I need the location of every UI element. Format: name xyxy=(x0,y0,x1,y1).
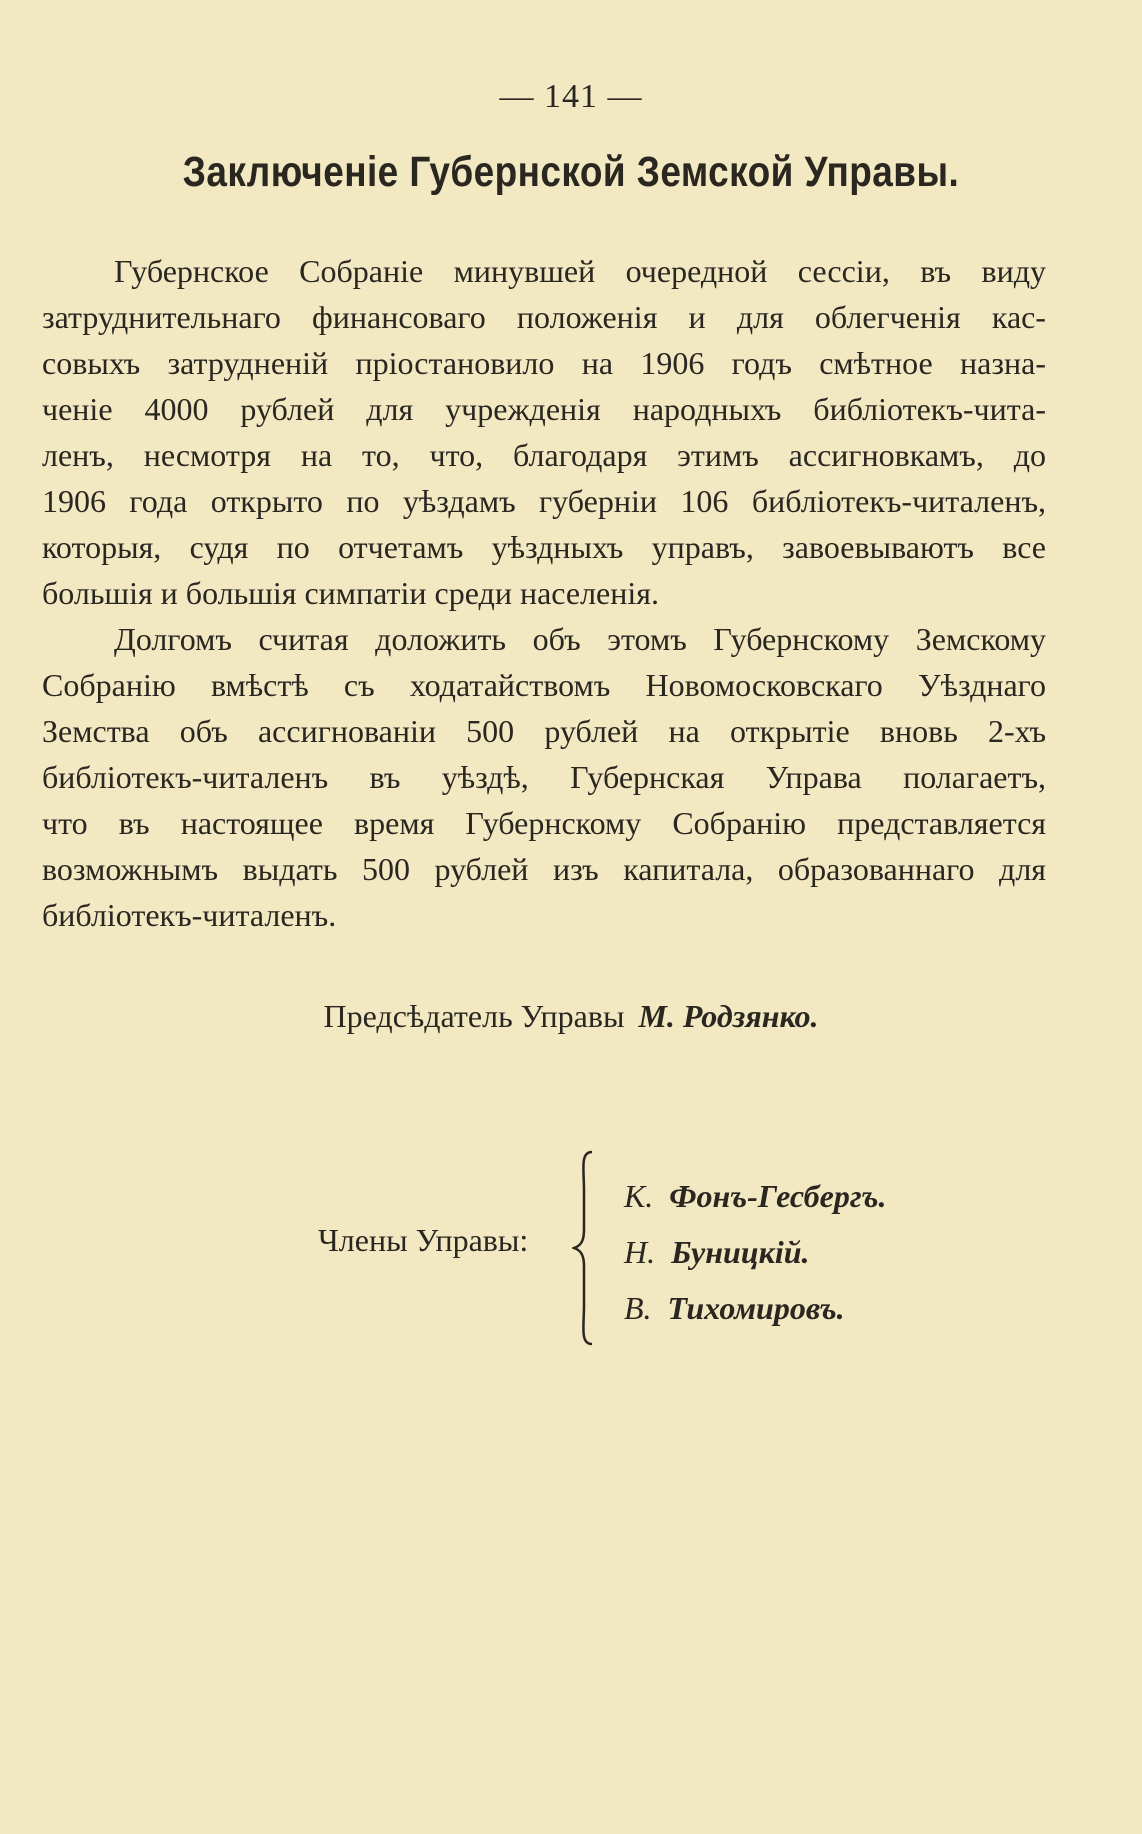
paragraph-line: Земства объ ассигнованіи 500 рублей на открытіе вновь 2-хъ xyxy=(42,713,1046,749)
paragraph-line: Долгомъ считая доложить объ этомъ Губернскому Земскому xyxy=(114,621,1046,657)
page-number: — 141 — xyxy=(499,78,643,115)
paragraph-line: совыхъ затрудненій пріостановило на 1906 годъ смѣтное назна- xyxy=(42,345,1046,381)
member-signature xyxy=(624,1280,887,1336)
member-signature xyxy=(624,1168,887,1224)
members-label: Члены Управы: xyxy=(318,1222,529,1258)
paragraph-line: 1906 года открыто по уѣздамъ губерніи 106 библіотекъ-читаленъ, xyxy=(42,483,1046,519)
paragraph-line: большія и большія симпатіи среди населенія. xyxy=(42,575,659,611)
members-list xyxy=(624,1168,887,1336)
paragraph-line: библіотекъ-читаленъ въ уѣздѣ, Губернская Управа полагаетъ, xyxy=(42,759,1046,795)
paragraph-line: затруднительнаго финансоваго положенія и для облегченія кас- xyxy=(42,299,1046,335)
paragraph-line: Собранію вмѣстѣ съ ходатайствомъ Новомосковскаго Уѣзднаго xyxy=(42,667,1046,703)
paragraph-line: которыя, судя по отчетамъ уѣздныхъ управъ, завоевываютъ все xyxy=(42,529,1046,565)
body-text xyxy=(42,248,1046,938)
member-initial: Н. xyxy=(624,1234,656,1270)
member-surname: Буницкій. xyxy=(671,1234,810,1270)
chairman-name: М. Родзянко. xyxy=(638,998,819,1034)
paragraph-line: что въ настоящее время Губернскому Собранію представляется xyxy=(42,805,1046,841)
member-surname: Фонъ-Гесбергъ. xyxy=(669,1178,887,1214)
page-title: Заключеніе Губернской Земской Управы. xyxy=(182,148,960,196)
curly-brace-icon xyxy=(572,1150,596,1346)
member-initial: К. xyxy=(624,1178,654,1214)
paragraph-line: ченіе 4000 рублей для учрежденія народныхъ библіотекъ-чита- xyxy=(42,391,1046,427)
member-initial: В. xyxy=(624,1290,652,1326)
paragraph-line: библіотекъ-читаленъ. xyxy=(42,897,337,933)
member-signature xyxy=(624,1224,887,1280)
paragraph-line: ленъ, несмотря на то, что, благодаря этимъ ассигновкамъ, до xyxy=(42,437,1046,473)
paragraph-line: возможнымъ выдать 500 рублей изъ капитала, образованнаго для xyxy=(42,851,1046,887)
chairman-label: Предсѣдатель Управы xyxy=(323,998,625,1034)
chairman-signature xyxy=(0,998,1142,1035)
paragraph-line: Губернское Собраніе минувшей очередной сессіи, въ виду xyxy=(114,253,1046,289)
member-surname: Тихомировъ. xyxy=(667,1290,845,1326)
